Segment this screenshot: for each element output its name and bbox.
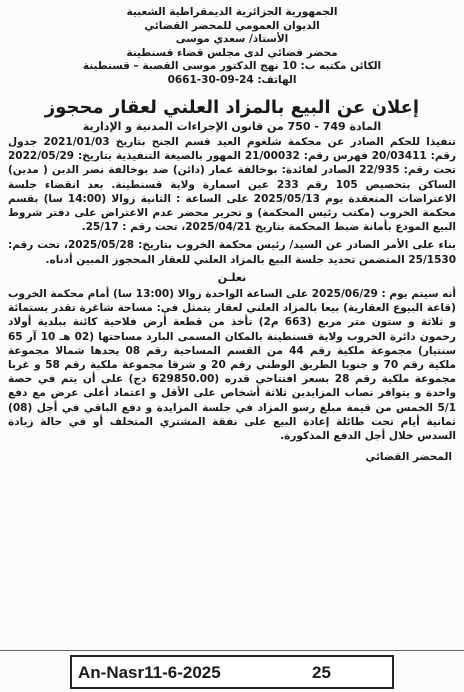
notice-legal-reference: المادة 749 - 750 من قانون الإجراءات المدنية و الإدارية [82,120,382,133]
bailiff-court: محضر قضائي لدى مجلس قضاء قسنطينة [126,46,338,59]
office-phone [8,74,456,88]
signature-line: المحضر القضائي [365,451,452,464]
paragraph-execution: تنفيذا للحكم الصادر عن محكمة شلغوم العيد قسم الجنح بتاريخ 2021/01/03 جدول رقم: 20/03411 فهرس رقم: 21/00032 المهور بالصيغة التنفيذية بتاريخ: 2022/05/29 تحت رقم: 22/935 الصادر لفائدة: بوخالفة عمار (دائن) ضد بوخالفة نصر الدين ( مدين) الساكن بتحصيص 105 رقم 233 عين اسمارة ولاية قسنطينة. بعد انقضاء جلسة الاعتراضات المنعقدة يوم 2025/05/13 على الساعة : الثانية زوالا (14:00 سا) بقسم محكمة الخروب (مكتب رئيس المحكمة) و تحرير محضر عدم الاعتراض على دفتر شروط البيع المودع بأمانة ضبط المحكمة بتاريخ 2025/04/21، تحت رقم : 25/17. [8,136,457,234]
office-name: الديوان العمومي للمحضر القضائي [144,19,320,32]
page-number: 25 [312,663,331,682]
phone-number: 0661-30-09-24 [167,73,254,86]
republic-name: الجمهورية الجزائرية الديمقراطية الشعبية [126,6,338,18]
bailiff-name: الأستاذ/ سعدي موسى [175,33,289,45]
newspaper-footer [0,650,464,692]
footer-box [70,655,394,689]
notice-title: إعلان عن البيع بالمزاد العلني لعقار محجوز [44,97,420,118]
notice-body [8,135,456,443]
office-address: الكائن مكتبه ب: 10 نهج الدكتور موسى القصبة – قسنطينة [82,60,382,72]
paragraph-order: بناء على الأمر الصادر عن السيد/ رئيس محكمة الخروب بتاريخ: 2025/05/28، تحت رقم: 25/1530 المتضمن تحديد جلسة البيع بالمزاد العلني للعقار المحجوز المبين أدناه. [8,239,456,266]
phone-label: الهاتف: [257,73,297,86]
paragraph-sale-details: أنه سيتم يوم : 2025/06/29 على الساعة الواحدة زوالا (13:00 سا) أمام محكمة الخروب (قاعة البيوع العقارية) بيعا بالمزاد العلني لعقار يتمثل في: مساحة شاغرة تقدر بستمائة و ثلاثة و ستون متر مربع (663 م2) تأخذ من قطعة أرض فلاحية كائنة ببلدية أولاد رحمون دائرة الخروب ولاية قسنطينة بالمكان المسمى البارد مساحتها (02 هـ 10 آر 65 سنتيار) مجموعة ملكية رقم 44 من القسم المساحية رقم 08 يحدها شمالا مجموعة ملكية رقم 70 و جنوبا الطريق الوطني رقم 20 و شرقا مجموعة ملكية رقم 58 و غربا مجموعة ملكية رقم 28 بسعر افتتاحي قدره (629850.00 دج) على أن يتم في حصة واحدة و يتوافر نصاب المزايدين ثلاثة أشخاص على الأقل و اعتماد أعلى عرض مع دفع 5/1 الخمس من قيمة مبلغ رسو المزاد في جلسة المزايدة و دفع الباقي في أجل (08) ثمانية أيام تحت طائلة إعادة البيع على نفقة المشتري المتخلف أو في حالة زيادة السدس خلال أجل الدفع المذكورة. [8,288,457,443]
legal-notice [8,6,456,646]
publication-date: An-Nasr11-6-2025 [78,663,221,682]
announce-heading: نعلـن [217,270,247,284]
bailiff-header [8,6,456,87]
